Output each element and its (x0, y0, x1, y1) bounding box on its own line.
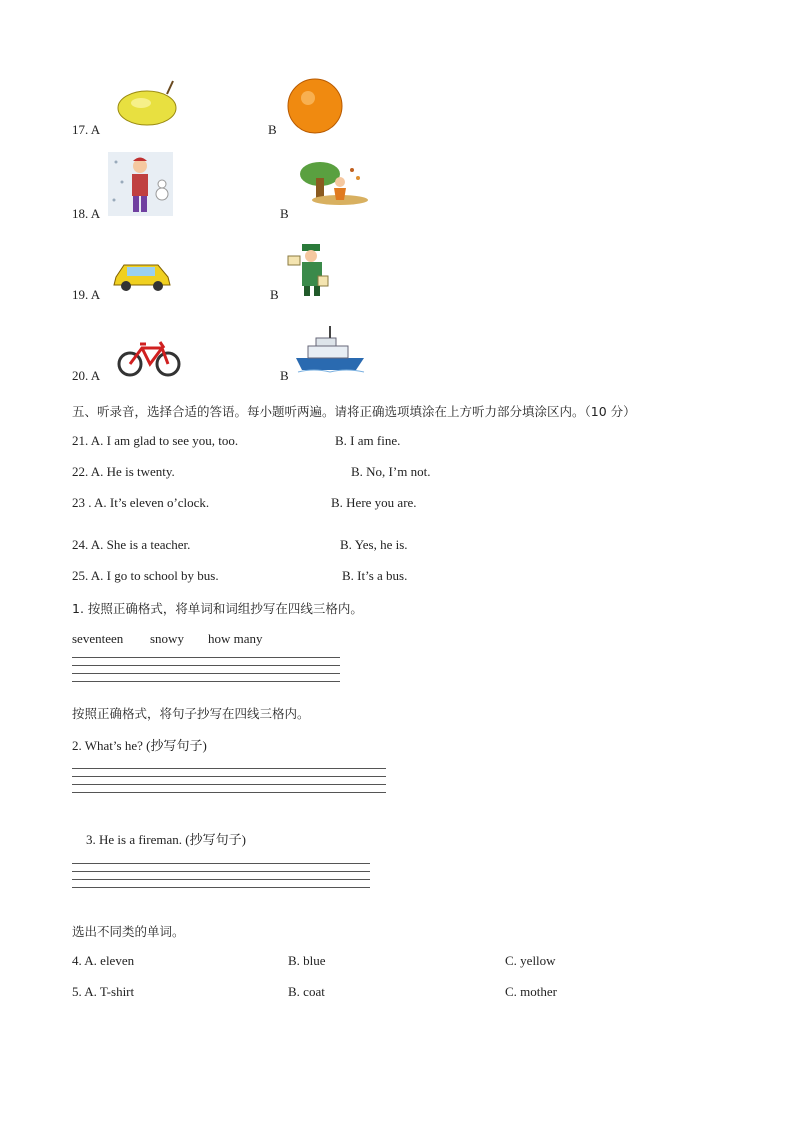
q5-option-b: B. coat (288, 984, 325, 999)
q5-option-c: C. mother (505, 984, 557, 999)
taxi-image (112, 253, 174, 293)
bicycle-image (116, 336, 182, 378)
q4-option-b: B. blue (288, 953, 326, 968)
q21-option-a: 21. A. I am glad to see you, too. (72, 433, 239, 448)
copy-word-1: seventeen (72, 631, 124, 646)
postman-image (284, 242, 342, 296)
four-line-grid-1[interactable] (72, 657, 340, 689)
snowy-boy-image (108, 152, 173, 216)
ship-image (294, 324, 366, 374)
q23-option-a: 23 . A. It’s eleven o’clock. (72, 495, 210, 510)
autumn-tree-girl-image (296, 160, 370, 206)
q5-option-a: 5. A. T-shirt (72, 984, 135, 999)
four-line-grid-2[interactable] (72, 768, 386, 800)
odd-one-out-instruction: 选出不同类的单词。 (72, 924, 185, 939)
pear-image (115, 78, 183, 128)
item-17-label: 17. A (72, 122, 101, 137)
item-17-b-label: B (268, 122, 277, 137)
copy-word-2: snowy (150, 631, 184, 646)
item-19-label: 19. A (72, 287, 101, 302)
q4-option-c: C. yellow (505, 953, 556, 968)
q25-option-a: 25. A. I go to school by bus. (72, 568, 219, 583)
q2-sentence: 2. What’s he? (抄写句子) (72, 738, 207, 753)
copy-word-3: how many (208, 631, 263, 646)
item-19-b-label: B (270, 287, 279, 302)
four-line-grid-3[interactable] (72, 863, 370, 895)
q24-option-b: B. Yes, he is. (340, 537, 408, 552)
copy-words-instruction: 1. 按照正确格式，将单词和词组抄写在四线三格内。 (72, 601, 363, 616)
orange-image (286, 78, 344, 134)
q3-sentence: 3. He is a fireman. (抄写句子) (86, 832, 246, 847)
copy-sentences-instruction: 按照正确格式，将句子抄写在四线三格内。 (72, 706, 310, 721)
q25-option-b: B. It’s a bus. (342, 568, 408, 583)
item-18-b-label: B (280, 206, 289, 221)
item-18-label: 18. A (72, 206, 101, 221)
q4-option-a: 4. A. eleven (72, 953, 135, 968)
q22-option-a: 22. A. He is twenty. (72, 464, 175, 479)
item-20-label: 20. A (72, 368, 101, 383)
q22-option-b: B. No, I’m not. (351, 464, 431, 479)
item-20-b-label: B (280, 368, 289, 383)
section-5-heading: 五、听录音，选择合适的答语。每小题听两遍。请将正确选项填涂在上方听力部分填涂区内。（10 分） (72, 404, 636, 419)
q23-option-b: B. Here you are. (331, 495, 417, 510)
q24-option-a: 24. A. She is a teacher. (72, 537, 191, 552)
q21-option-b: B. I am fine. (335, 433, 401, 448)
